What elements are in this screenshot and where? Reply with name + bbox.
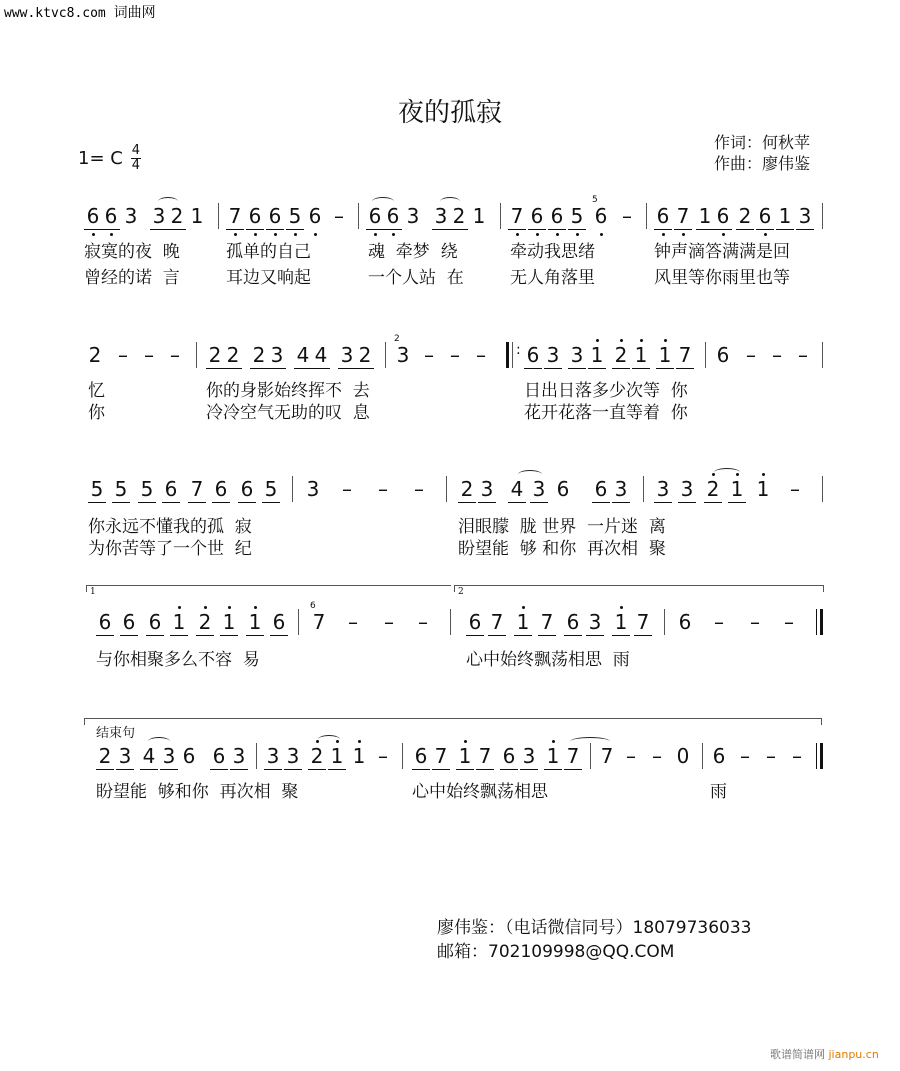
dash: – — [118, 343, 128, 367]
volta-bracket-2 — [454, 585, 824, 597]
note: 2 — [252, 343, 266, 367]
time-signature — [131, 145, 141, 172]
note: 3 — [406, 204, 420, 228]
note: 3 — [570, 343, 584, 367]
note: 6 — [104, 204, 118, 228]
dash: – — [424, 343, 434, 367]
dash: – — [418, 610, 428, 634]
lyric-v2-m3: 一个人站 在 — [368, 268, 464, 288]
note: 6 — [526, 343, 540, 367]
composer: 作曲：廖伟鉴 — [714, 154, 811, 173]
note: 7 — [228, 204, 242, 228]
note: 3 — [656, 477, 670, 501]
note: 6 — [164, 477, 178, 501]
note: 1 — [172, 610, 186, 634]
contact-info — [437, 916, 751, 964]
note: 2 — [226, 343, 240, 367]
note: 3 — [614, 477, 628, 501]
note: 6 — [468, 610, 482, 634]
note: 6 — [86, 204, 100, 228]
note: 3 — [546, 343, 560, 367]
note: 1 — [516, 610, 530, 634]
note: 6 — [272, 610, 286, 634]
barline — [646, 203, 647, 229]
note: 7 — [312, 610, 326, 634]
note: 2 — [170, 204, 184, 228]
lyric-v2-m2: 盼望能 够 和你 再次相 聚 — [458, 539, 666, 559]
repeat-start-barline — [506, 342, 509, 368]
lyric-v1-m2: 孤单的自己 — [226, 242, 311, 262]
note: 1 — [658, 343, 672, 367]
note: 7 — [490, 610, 504, 634]
dash: – — [766, 744, 776, 768]
dash: – — [378, 744, 388, 768]
note: 1 — [634, 343, 648, 367]
barline — [590, 743, 591, 769]
note: 6 — [712, 744, 726, 768]
dash: – — [792, 744, 802, 768]
barline — [292, 476, 293, 502]
barline — [402, 743, 403, 769]
note: 1 — [472, 204, 486, 228]
time-top: 4 — [131, 143, 140, 158]
note: 3 — [118, 744, 132, 768]
contact-phone: 廖伟鉴：（电话微信同号）18079736033 — [437, 918, 752, 938]
lyric-v1-m1: 忆 — [88, 381, 105, 401]
barline — [816, 743, 817, 769]
notes-row — [0, 334, 900, 384]
barline — [450, 609, 451, 635]
watermark-en: jianpu.cn — [828, 1048, 879, 1061]
note: 6 — [182, 744, 196, 768]
note: 6 — [550, 204, 564, 228]
note: 6 — [530, 204, 544, 228]
barline — [196, 342, 197, 368]
barline — [256, 743, 257, 769]
lyric-v1-m5: 钟声滴答满满是回 — [654, 242, 790, 262]
grace-note: 5 — [592, 195, 598, 205]
note: 2 — [98, 744, 112, 768]
volta-number: 2 — [458, 587, 464, 597]
note: 5 — [288, 204, 302, 228]
lyric-v1-m1: 你永远不懂我的孤 寂 — [88, 517, 252, 537]
note: 1 — [756, 477, 770, 501]
note: 3 — [340, 343, 354, 367]
barline — [822, 476, 823, 502]
note: 1 — [330, 744, 344, 768]
note: 1 — [698, 204, 712, 228]
grace-note: 2 — [394, 334, 400, 344]
note: 3 — [434, 204, 448, 228]
dash: – — [740, 744, 750, 768]
lyric-v1-m1: 与你相聚多么不容 易 — [96, 650, 260, 670]
dash: – — [746, 343, 756, 367]
note: 1 — [352, 744, 366, 768]
note: 1 — [778, 204, 792, 228]
note: 6 — [248, 204, 262, 228]
note: 6 — [594, 477, 608, 501]
note: 6 — [268, 204, 282, 228]
note: 1 — [730, 477, 744, 501]
barline — [822, 203, 823, 229]
dash: – — [342, 477, 352, 501]
credits — [714, 132, 810, 174]
lyric-v1-m1: 寂寞的夜 晚 — [84, 242, 180, 262]
barline — [643, 476, 644, 502]
note: 3 — [480, 477, 494, 501]
repeat-dots: : — [516, 342, 521, 358]
note: 6 — [758, 204, 772, 228]
watermark-url: www.ktvc8.com — [4, 6, 106, 21]
dash: – — [798, 343, 808, 367]
contact-email: 邮箱：702109998@QQ.COM — [437, 942, 675, 962]
barline — [218, 203, 219, 229]
grace-note: 6 — [310, 601, 316, 611]
note: 1 — [248, 610, 262, 634]
barline — [705, 342, 706, 368]
note: 7 — [678, 343, 692, 367]
note: 6 — [148, 610, 162, 634]
note: 6 — [98, 610, 112, 634]
note: 6 — [656, 204, 670, 228]
note: 2 — [614, 343, 628, 367]
note: 2 — [310, 744, 324, 768]
lyric-v1-m2: 泪眼朦 胧 世界 一片迷 离 — [458, 517, 666, 537]
note: 3 — [532, 477, 546, 501]
dash: – — [790, 477, 800, 501]
volta-number: 1 — [90, 587, 96, 597]
barline — [822, 342, 823, 368]
site-watermark — [4, 2, 156, 22]
lyric-v1-m3: 日出日落多少次等 你 — [524, 381, 688, 401]
note: 3 — [266, 744, 280, 768]
note: 6 — [308, 204, 322, 228]
final-barline — [820, 743, 823, 769]
lyric-v1-m4: 牵动我思绪 — [510, 242, 595, 262]
dash: – — [714, 610, 724, 634]
note: 2 — [88, 343, 102, 367]
lyric-v2-m1: 你 — [88, 403, 105, 423]
note: 3 — [162, 744, 176, 768]
note: 7 — [600, 744, 614, 768]
note: 6 — [716, 204, 730, 228]
note: 3 — [270, 343, 284, 367]
key-label: 1= C — [78, 148, 123, 169]
note: 2 — [738, 204, 752, 228]
lyric-v2-m3: 花开花落一直等着 你 — [524, 403, 688, 423]
time-bottom: 4 — [131, 158, 140, 173]
lyric-v1-m3: 魂 牵梦 绕 — [368, 242, 458, 262]
note: 4 — [314, 343, 328, 367]
key-signature — [78, 145, 141, 172]
ending-bracket — [84, 718, 822, 725]
ending-label: 结束句 — [96, 726, 136, 741]
note: 7 — [676, 204, 690, 228]
note: 6 — [414, 744, 428, 768]
barline — [664, 609, 665, 635]
lyric-v1-m3: 雨 — [710, 782, 727, 802]
note: 7 — [510, 204, 524, 228]
note: 3 — [286, 744, 300, 768]
barline — [500, 203, 501, 229]
note: 1 — [190, 204, 204, 228]
bottom-watermark — [770, 1046, 879, 1062]
barline — [298, 609, 299, 635]
watermark-cn: 歌谱简谱网 — [770, 1048, 825, 1061]
note: 1 — [614, 610, 628, 634]
lyric-v2-m1: 为你苦等了一个世 纪 — [88, 539, 252, 559]
note: 5 — [140, 477, 154, 501]
note: 7 — [434, 744, 448, 768]
note: 6 — [502, 744, 516, 768]
note: 3 — [588, 610, 602, 634]
note: 6 — [368, 204, 382, 228]
dash: – — [414, 477, 424, 501]
dash: – — [652, 744, 662, 768]
note: 7 — [636, 610, 650, 634]
dash: – — [784, 610, 794, 634]
note: 7 — [540, 610, 554, 634]
note: 6 — [716, 343, 730, 367]
note: 2 — [198, 610, 212, 634]
note: 2 — [706, 477, 720, 501]
note: 1 — [458, 744, 472, 768]
note: 7 — [478, 744, 492, 768]
note: 5 — [570, 204, 584, 228]
lyric-v1-m2: 心中始终飘荡相思 — [412, 782, 548, 802]
note: 3 — [232, 744, 246, 768]
dash: – — [348, 610, 358, 634]
note: 6 — [386, 204, 400, 228]
dash: – — [450, 343, 460, 367]
note: 6 — [122, 610, 136, 634]
note: 3 — [396, 343, 410, 367]
note: 5 — [90, 477, 104, 501]
lyric-v1-m2: 你的身影始终挥不 去 — [206, 381, 370, 401]
barline — [816, 609, 817, 635]
dash: – — [170, 343, 180, 367]
note: 6 — [240, 477, 254, 501]
barline — [385, 342, 386, 368]
dash: – — [772, 343, 782, 367]
note: 7 — [190, 477, 204, 501]
note: 5 — [114, 477, 128, 501]
note: 2 — [208, 343, 222, 367]
lyric-v2-m5: 风里等你雨里也等 — [654, 268, 790, 288]
note: 2 — [460, 477, 474, 501]
note: 3 — [798, 204, 812, 228]
dash: – — [334, 204, 344, 228]
volta-bracket-1 — [86, 585, 451, 597]
dash: – — [476, 343, 486, 367]
note: 3 — [306, 477, 320, 501]
note: 6 — [556, 477, 570, 501]
lyric-v1-m2: 心中始终飘荡相思 雨 — [466, 650, 630, 670]
barline — [446, 476, 447, 502]
lyric-v2-m2: 冷冷空气无助的叹 息 — [206, 403, 370, 423]
barline — [512, 342, 513, 368]
lyric-v2-m2: 耳边又响起 — [226, 268, 311, 288]
final-barline — [820, 609, 823, 635]
note: 1 — [222, 610, 236, 634]
dash: – — [144, 343, 154, 367]
note: 6 — [566, 610, 580, 634]
dash: – — [622, 204, 632, 228]
note: 1 — [590, 343, 604, 367]
song-title: 夜的孤寂 — [397, 98, 502, 128]
note: 1 — [546, 744, 560, 768]
note: 4 — [296, 343, 310, 367]
note: 5 — [264, 477, 278, 501]
note: 2 — [358, 343, 372, 367]
dash: – — [750, 610, 760, 634]
rest: 0 — [676, 744, 690, 768]
note: 6 — [214, 477, 228, 501]
dash: – — [626, 744, 636, 768]
note: 6 — [594, 204, 608, 228]
note: 4 — [510, 477, 524, 501]
dash: – — [378, 477, 388, 501]
lyric-v2-m4: 无人角落里 — [510, 268, 595, 288]
barline — [358, 203, 359, 229]
watermark-site: 词曲网 — [113, 5, 156, 21]
note: 3 — [152, 204, 166, 228]
note: 3 — [124, 204, 138, 228]
barline — [702, 743, 703, 769]
note: 6 — [678, 610, 692, 634]
lyric-v1-m1: 盼望能 够和你 再次相 聚 — [96, 782, 299, 802]
note: 3 — [680, 477, 694, 501]
note: 3 — [522, 744, 536, 768]
note: 7 — [566, 744, 580, 768]
lyric-v2-m1: 曾经的诺 言 — [84, 268, 180, 288]
dash: – — [384, 610, 394, 634]
lyricist: 作词：何秋苹 — [714, 133, 811, 152]
note: 4 — [142, 744, 156, 768]
note: 2 — [452, 204, 466, 228]
note: 6 — [212, 744, 226, 768]
